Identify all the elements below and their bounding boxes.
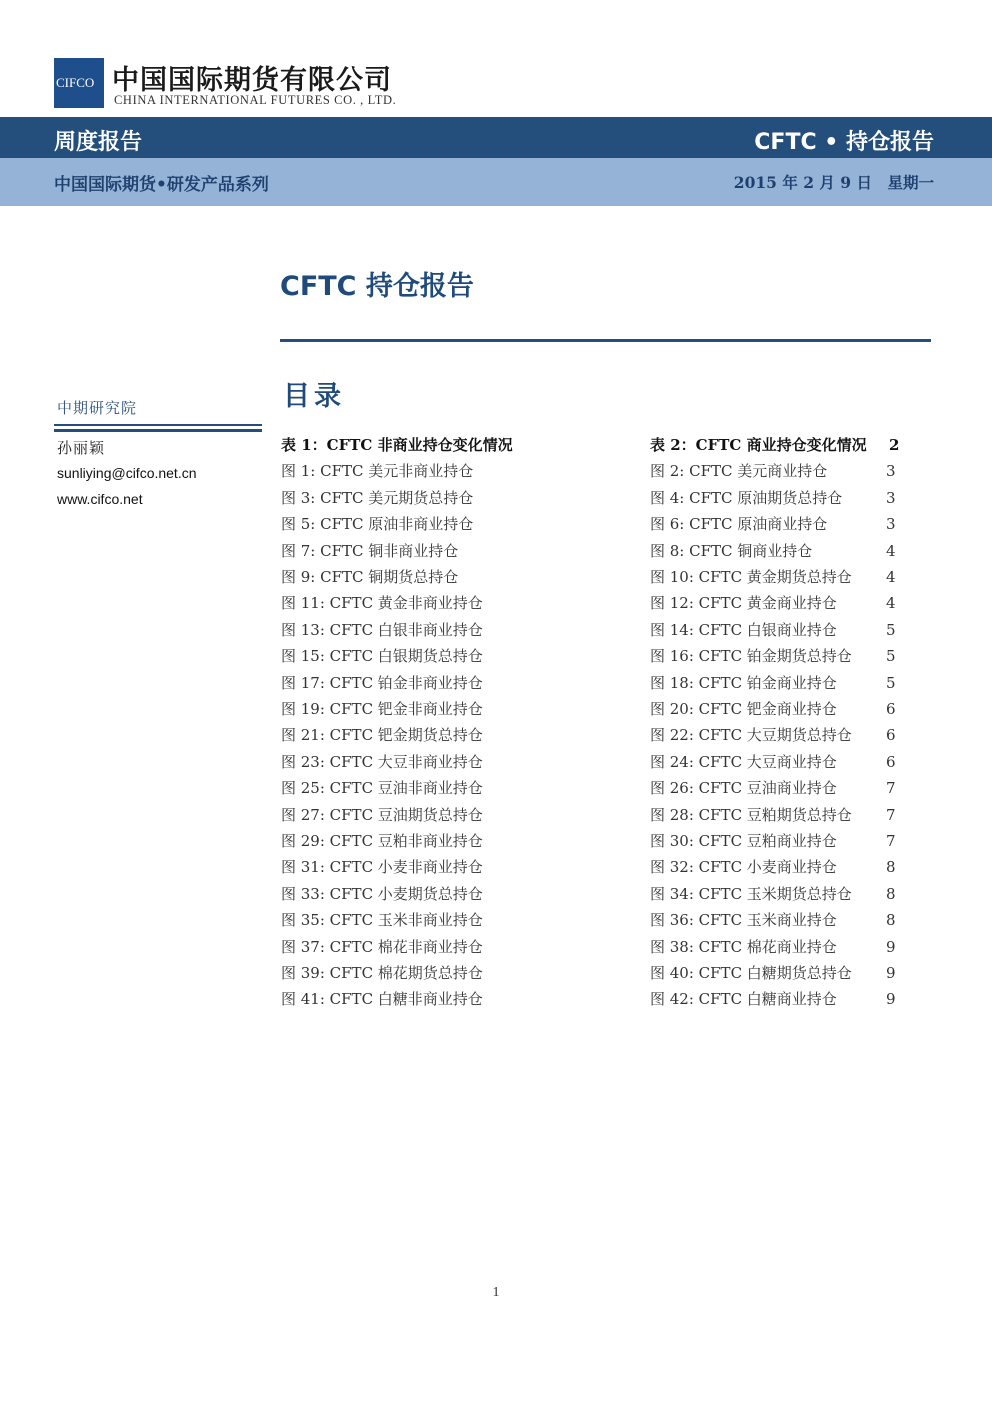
- toc-entry-right[interactable]: [650, 458, 896, 484]
- toc-entry-label: 图 23: CFTC 大豆非商业持仓: [281, 752, 483, 771]
- toc-entry-right[interactable]: [650, 722, 896, 748]
- toc-entry-page: 2: [889, 436, 900, 454]
- toc-entry-page: 5: [886, 620, 896, 639]
- toc-entry-page: 6: [886, 726, 896, 745]
- toc-heading: 目录: [283, 381, 345, 412]
- toc-entry-right[interactable]: [650, 511, 896, 537]
- toc-entry-label: 图 41: CFTC 白糖非商业持仓: [281, 990, 483, 1009]
- toc-entry-page: 6: [886, 752, 896, 771]
- toc-entry-page: 8: [886, 911, 896, 930]
- title-divider: [280, 339, 931, 342]
- toc-entry-label: 表 2：CFTC 商业持仓变化情况: [650, 436, 867, 454]
- toc-entry-label: 图 10: CFTC 黄金期货总持仓: [650, 568, 852, 586]
- toc-entry-left[interactable]: [281, 458, 473, 484]
- toc-entry-left[interactable]: [281, 960, 483, 986]
- toc-entry-page: 8: [886, 858, 896, 877]
- toc-entry-label: 图 27: CFTC 豆油期货总持仓: [281, 805, 483, 824]
- toc-entry-label: 图 20: CFTC 钯金商业持仓: [650, 700, 837, 718]
- toc-entry-right[interactable]: [650, 907, 896, 933]
- toc-entry-right[interactable]: [650, 485, 896, 511]
- toc-entry-left[interactable]: [281, 907, 483, 933]
- toc-entry-left[interactable]: [281, 432, 513, 458]
- toc-entry-right[interactable]: [650, 986, 896, 1012]
- toc-entry-label: 图 25: CFTC 豆油非商业持仓: [281, 779, 483, 798]
- toc-entry-page: 3: [886, 488, 896, 507]
- toc-entry-label: 表 1：CFTC 非商业持仓变化情况: [281, 436, 513, 454]
- toc-entry-right[interactable]: [650, 590, 896, 616]
- toc-entry-page: 8: [886, 884, 896, 903]
- institute-name: 中期研究院: [57, 399, 138, 417]
- toc-entry-label: 图 42: CFTC 白糖商业持仓: [650, 990, 837, 1009]
- toc-entry-label: 图 37: CFTC 棉花非商业持仓: [281, 937, 483, 956]
- toc-entry-label: 图 12: CFTC 黄金商业持仓: [650, 594, 837, 613]
- toc-entry-right[interactable]: [650, 432, 900, 458]
- toc-entry-label: 图 3: CFTC 美元期货总持仓: [281, 488, 474, 507]
- toc-entry-label: 图 18: CFTC 铂金商业持仓: [650, 673, 837, 692]
- toc-entry-label: 图 14: CFTC 白银商业持仓: [650, 620, 837, 639]
- report-date: 2015 年 2 月 9 日 星期一: [733, 173, 934, 192]
- toc-entry-left[interactable]: [281, 854, 483, 880]
- toc-entry-label: 图 31: CFTC 小麦非商业持仓: [281, 858, 483, 877]
- toc-entry-left[interactable]: [281, 485, 473, 511]
- toc-entry-label: 图 36: CFTC 玉米商业持仓: [650, 911, 837, 930]
- toc-entry-page: 7: [886, 832, 896, 850]
- toc-entry-label: 图 17: CFTC 铂金非商业持仓: [281, 673, 483, 692]
- toc-entry-label: 图 24: CFTC 大豆商业持仓: [650, 752, 837, 771]
- toc-entry-label: 图 34: CFTC 玉米期货总持仓: [650, 884, 852, 903]
- toc-entry-page: 7: [886, 779, 896, 798]
- toc-entry-page: 3: [886, 462, 896, 481]
- toc-entry-left[interactable]: [281, 722, 483, 748]
- toc-entry-right[interactable]: [650, 696, 896, 722]
- toc-entry-label: 图 21: CFTC 钯金期货总持仓: [281, 726, 483, 745]
- toc-entry-right[interactable]: [650, 538, 896, 564]
- cifco-logo-mark: CIFCO: [54, 58, 104, 108]
- toc-entry-page: 6: [886, 700, 896, 718]
- toc-entry-left[interactable]: [281, 775, 483, 801]
- toc-entry-right[interactable]: [650, 670, 896, 696]
- toc-entry-label: 图 15: CFTC 白银期货总持仓: [281, 647, 483, 666]
- toc-entry-label: 图 1: CFTC 美元非商业持仓: [281, 462, 474, 481]
- toc-entry-right[interactable]: [650, 749, 896, 775]
- toc-entry-left[interactable]: [281, 802, 483, 828]
- toc-entry-left[interactable]: [281, 828, 483, 854]
- toc-entry-right[interactable]: [650, 802, 896, 828]
- toc-entry-left[interactable]: [281, 643, 483, 669]
- toc-entry-right[interactable]: [650, 934, 896, 960]
- toc-entry-left[interactable]: [281, 617, 483, 643]
- toc-entry-right[interactable]: [650, 960, 896, 986]
- toc-entry-label: 图 38: CFTC 棉花商业持仓: [650, 937, 837, 956]
- toc-entry-label: 图 29: CFTC 豆粕非商业持仓: [281, 832, 483, 850]
- toc-entry-page: 3: [886, 515, 896, 534]
- page-number: 1: [492, 1285, 500, 1300]
- toc-entry-label: 图 2: CFTC 美元商业持仓: [650, 462, 828, 481]
- toc-entry-page: 4: [886, 541, 896, 560]
- toc-entry-label: 图 13: CFTC 白银非商业持仓: [281, 620, 483, 639]
- product-series: 中国国际期货•研发产品系列: [54, 175, 269, 195]
- toc-entry-label: 图 5: CFTC 原油非商业持仓: [281, 515, 474, 534]
- toc-entry-page: 5: [886, 673, 896, 692]
- toc-entry-label: 图 11: CFTC 黄金非商业持仓: [281, 594, 483, 613]
- toc-entry-right[interactable]: [650, 617, 896, 643]
- toc-entry-label: 图 40: CFTC 白糖期货总持仓: [650, 964, 852, 982]
- toc-entry-left[interactable]: [281, 881, 483, 907]
- toc-entry-label: 图 30: CFTC 豆粕商业持仓: [650, 832, 837, 850]
- toc-entry-page: 5: [886, 647, 896, 666]
- author-email-link[interactable]: sunliying@cifco.net.cn: [57, 465, 197, 481]
- toc-entry-left[interactable]: [281, 934, 483, 960]
- report-type: 周度报告: [54, 130, 143, 155]
- toc-entry-right[interactable]: [650, 564, 896, 590]
- sidebar-divider-thick: [54, 429, 262, 432]
- toc-entry-label: 图 9: CFTC 铜期货总持仓: [281, 568, 459, 586]
- toc-entry-page: 7: [886, 805, 896, 824]
- report-name: CFTC • 持仓报告: [754, 130, 934, 155]
- toc-entry-label: 图 22: CFTC 大豆期货总持仓: [650, 726, 852, 745]
- toc-entry-right[interactable]: [650, 643, 896, 669]
- toc-entry-left[interactable]: [281, 986, 483, 1012]
- toc-entry-page: 4: [886, 594, 896, 613]
- sidebar-divider: [54, 424, 262, 426]
- toc-entry-page: 9: [886, 937, 896, 956]
- toc-entry-label: 图 8: CFTC 铜商业持仓: [650, 541, 813, 560]
- toc-entry-right[interactable]: [650, 881, 896, 907]
- toc-entry-label: 图 16: CFTC 铂金期货总持仓: [650, 647, 852, 666]
- company-name-en: CHINA INTERNATIONAL FUTURES CO. , LTD.: [114, 93, 397, 107]
- toc-entry-page: 4: [886, 568, 896, 586]
- page-title: CFTC 持仓报告: [280, 271, 474, 302]
- toc-entry-label: 图 33: CFTC 小麦期货总持仓: [281, 884, 483, 903]
- website-link[interactable]: www.cifco.net: [57, 491, 143, 507]
- report-header-bar: [0, 117, 992, 158]
- company-name-cn: 中国国际期货有限公司: [112, 65, 392, 96]
- toc-entry-label: 图 35: CFTC 玉米非商业持仓: [281, 911, 483, 930]
- toc-entry-left[interactable]: [281, 538, 458, 564]
- toc-entry-right[interactable]: [650, 775, 896, 801]
- toc-entry-right[interactable]: [650, 854, 896, 880]
- author-name: 孙丽颖: [57, 439, 106, 457]
- toc-entry-label: 图 4: CFTC 原油期货总持仓: [650, 488, 843, 507]
- toc-entry-label: 图 28: CFTC 豆粕期货总持仓: [650, 805, 852, 824]
- toc-entry-label: 图 32: CFTC 小麦商业持仓: [650, 858, 837, 877]
- toc-entry-label: 图 19: CFTC 钯金非商业持仓: [281, 700, 483, 718]
- toc-entry-left[interactable]: [281, 670, 483, 696]
- toc-entry-page: 9: [886, 964, 896, 982]
- toc-entry-label: 图 39: CFTC 棉花期货总持仓: [281, 964, 483, 982]
- toc-entry-left[interactable]: [281, 590, 483, 616]
- toc-entry-left[interactable]: [281, 696, 483, 722]
- toc-entry-left[interactable]: [281, 564, 458, 590]
- toc-entry-page: 9: [886, 990, 896, 1009]
- toc-entry-label: 图 26: CFTC 豆油商业持仓: [650, 779, 837, 798]
- toc-entry-right[interactable]: [650, 828, 896, 854]
- toc-entry-left[interactable]: [281, 511, 473, 537]
- toc-entry-label: 图 6: CFTC 原油商业持仓: [650, 515, 828, 534]
- toc-entry-label: 图 7: CFTC 铜非商业持仓: [281, 541, 459, 560]
- toc-entry-left[interactable]: [281, 749, 483, 775]
- series-bar: [0, 158, 992, 206]
